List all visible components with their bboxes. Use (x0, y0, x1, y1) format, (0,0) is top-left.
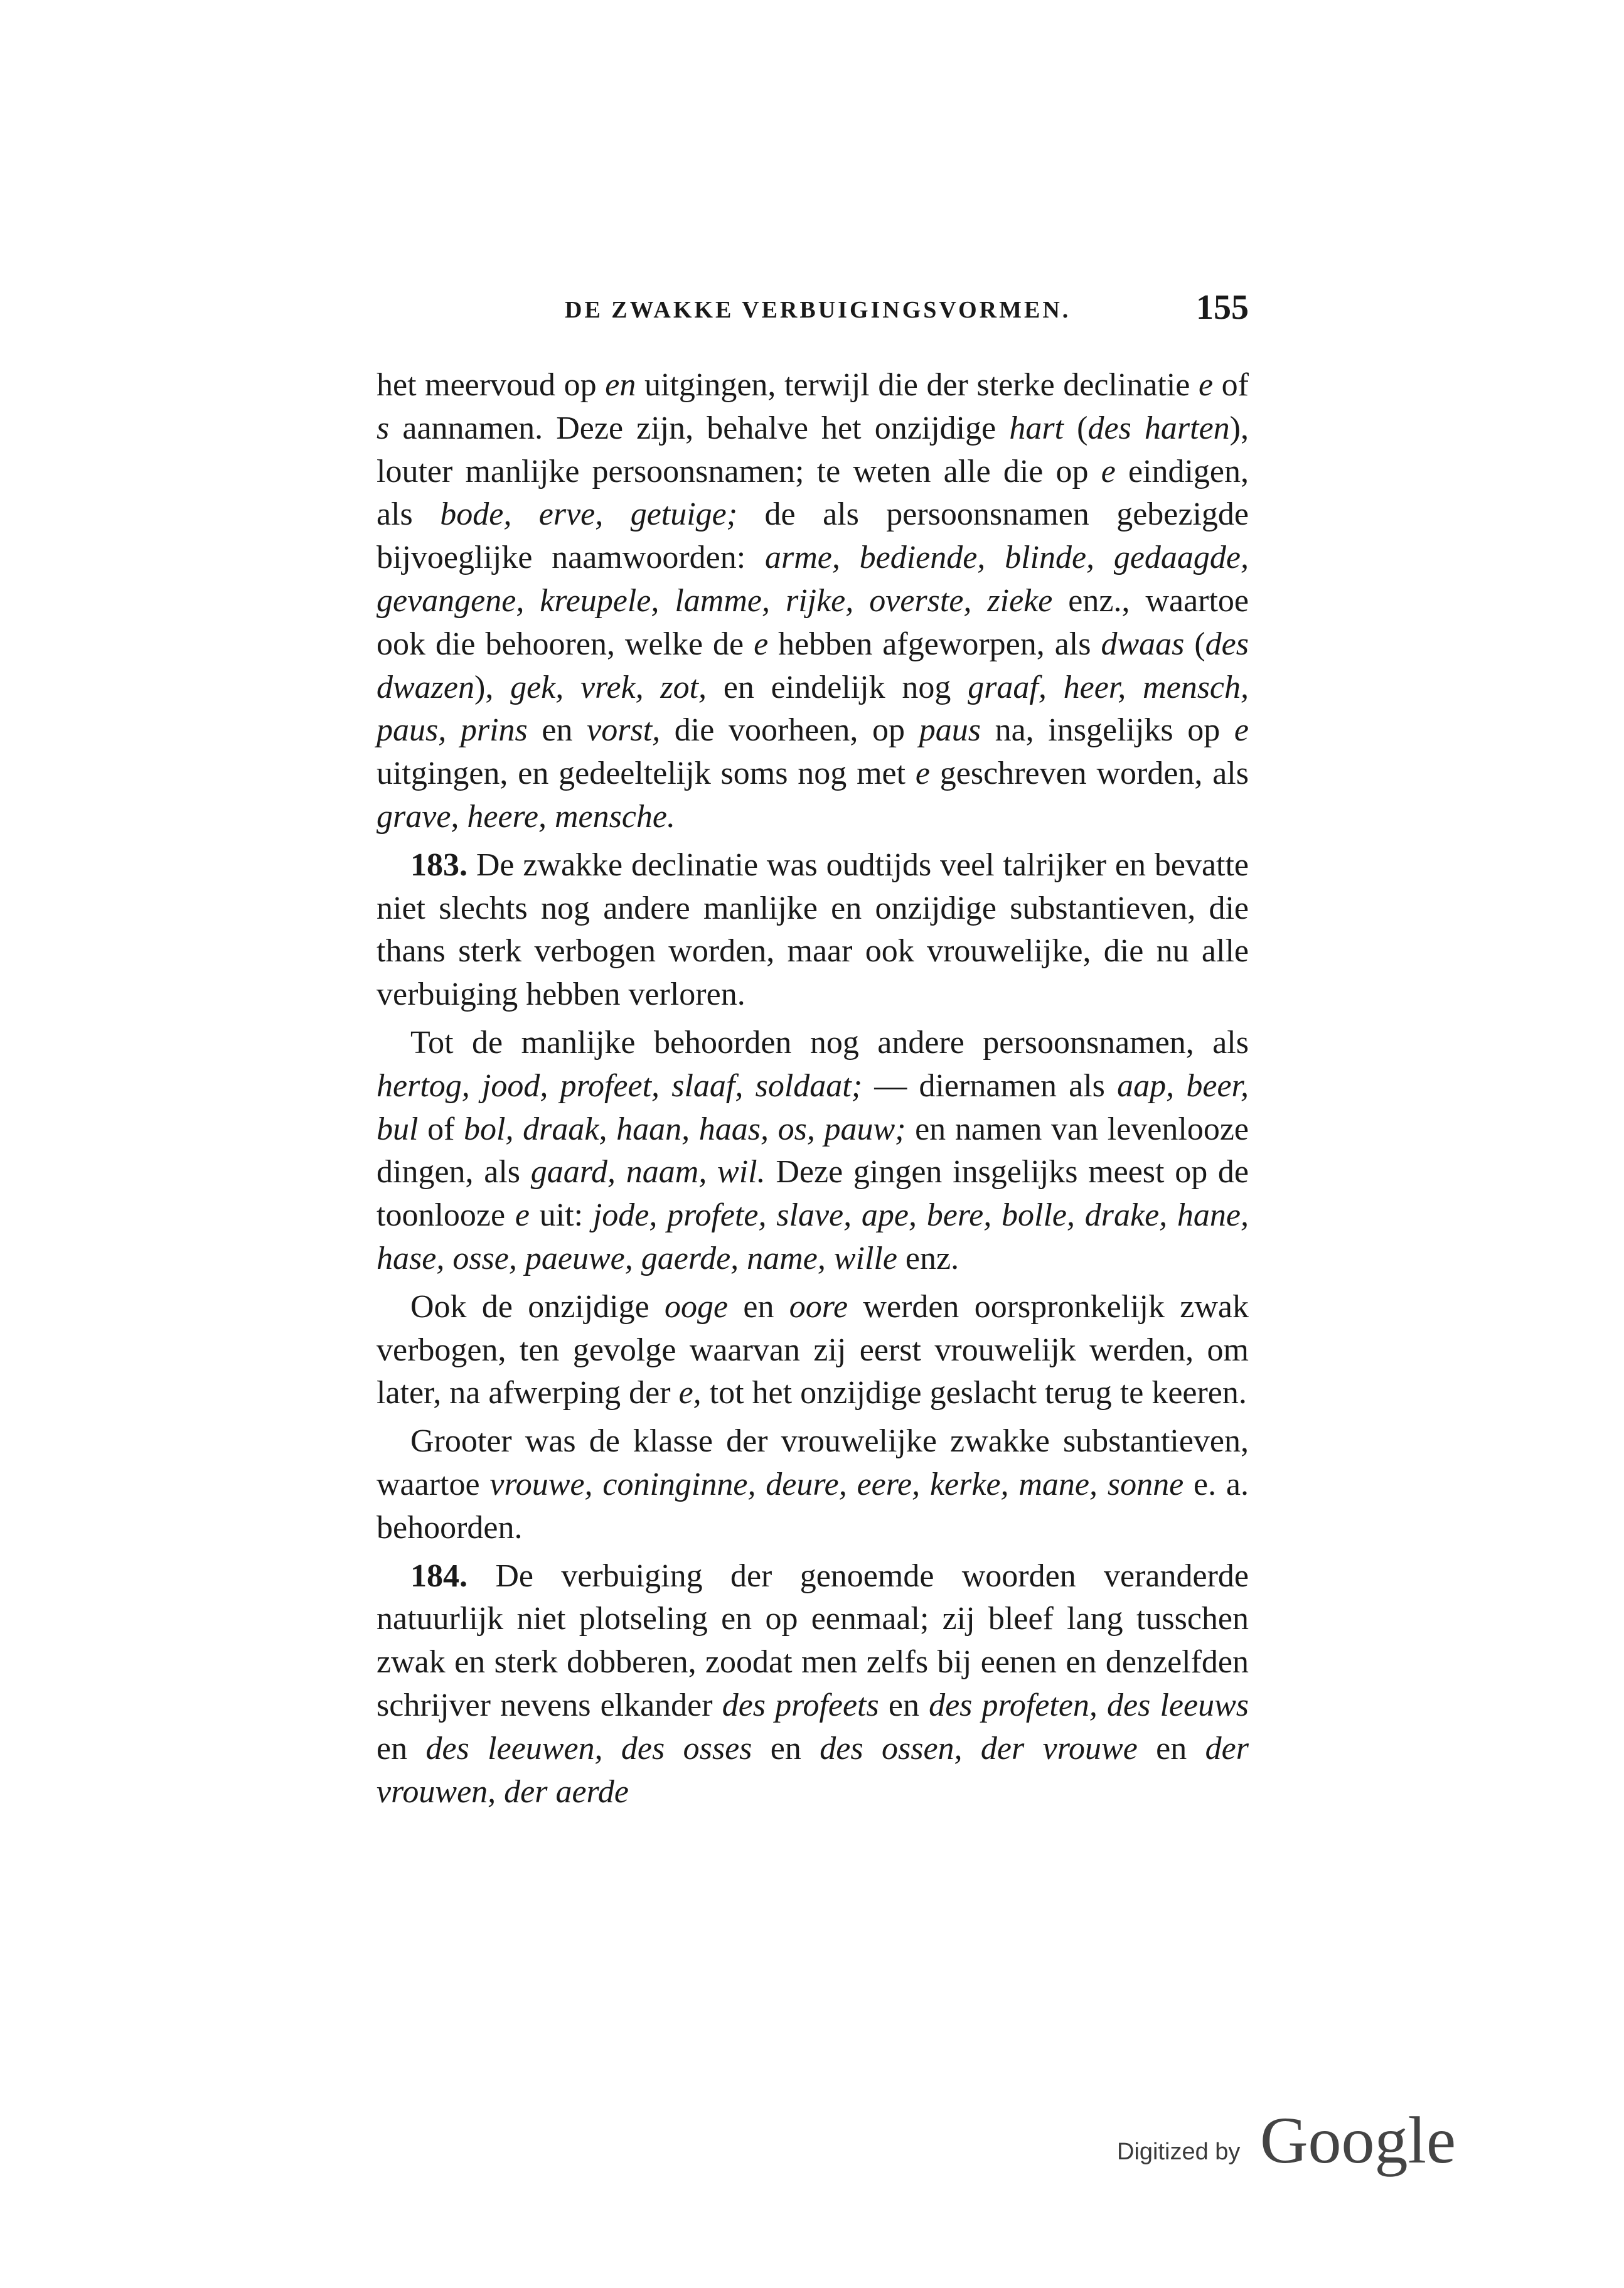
text-run: Tot de manlijke behoorden nog andere persoonsnamen, als (410, 1024, 1249, 1061)
italic-term: des profeten, des leeuws (929, 1687, 1249, 1723)
paragraph-183 (377, 844, 1249, 1017)
italic-term: e, (678, 1375, 702, 1411)
text-run: ( (1184, 626, 1205, 662)
italic-term: vorst, (587, 712, 661, 749)
text-run: de als persoonsnamen gebezigde bijvoeglijke naamwoorden: (377, 496, 1249, 576)
text-run: en (1137, 1730, 1205, 1767)
italic-term: vrouwe, coninginne, deure, eere, kerke, mane, sonne (489, 1466, 1184, 1502)
text-run: en eindelijk nog (707, 669, 968, 705)
italic-term: gek, vrek, zot, (510, 669, 707, 705)
text-run: en (527, 712, 587, 749)
text-run: eindigen, als (377, 453, 1249, 533)
section-number: 183. (410, 847, 467, 883)
italic-term: hart (1009, 410, 1064, 446)
italic-term: des ossen, der vrouwe (820, 1730, 1138, 1767)
paragraph (377, 364, 1249, 839)
italic-term: paus (919, 712, 981, 749)
text-run: Ook de onzijdige (410, 1288, 665, 1325)
italic-term: der vrouwen, der aerde (377, 1730, 1249, 1810)
italic-term: arme, bediende, blinde, gedaagde, gevangene, kreupele, lamme, rijke, overste, zieke (377, 540, 1249, 619)
text-run: het meervoud op (377, 367, 606, 403)
text-run: hebben afgeworpen, als (768, 626, 1101, 662)
text-run: e. a. behoorden. (377, 1466, 1249, 1546)
text-run: of (418, 1111, 464, 1147)
italic-term: hertog, jood, profeet, slaaf, soldaat; (377, 1067, 863, 1104)
italic-term: graaf, heer, mensch, paus, prins (377, 669, 1249, 749)
text-run: uitgingen, terwijl die der sterke declinatie (636, 367, 1199, 403)
text-run: en (752, 1730, 820, 1767)
italic-term: bode, erve, getuige; (440, 496, 738, 533)
text-run: ( (1064, 410, 1088, 446)
text-run: na, insgelijks op (980, 712, 1234, 749)
text-run: aannamen. Deze zijn, behalve het onzijdige (389, 410, 1010, 446)
paragraph (377, 1286, 1249, 1415)
text-run: ), louter manlijke persoonsnamen; te weten alle die op (377, 410, 1249, 489)
text-run: geschreven worden, als (929, 756, 1249, 792)
text-run: ), (474, 669, 511, 705)
page-header (377, 287, 1249, 331)
text-run: en (728, 1288, 789, 1325)
text-run: Deze gingen insgelijks meest op de toonlooze (377, 1154, 1249, 1234)
text-run: Grooter was de klasse der vrouwelijke zwakke substantieven, waartoe (377, 1423, 1249, 1502)
text-run: uitgingen, en gedeeltelijk soms nog met (377, 756, 916, 792)
section-number: 184. (410, 1558, 467, 1594)
italic-term: des leeuwen, des osses (425, 1730, 752, 1767)
italic-term: des harten (1087, 410, 1230, 446)
italic-term: bol, draak, haan, haas, os, pauw; (464, 1111, 906, 1147)
paragraph (377, 1022, 1249, 1281)
page-number: 155 (1196, 288, 1249, 327)
text-run: die voorheen, op (660, 712, 919, 749)
italic-term: aap, beer, bul (377, 1067, 1249, 1147)
italic-term: gaard, naam, wil. (530, 1154, 766, 1190)
text-run: uit: (529, 1197, 593, 1234)
text-run: werden oorspronkelijk zwak verbogen, ten gevolge waarvan zij eerst vrouwelijk werden, om later, na afwerping der (377, 1288, 1249, 1411)
text-run: of (1213, 367, 1249, 403)
italic-term: dwaas (1101, 626, 1185, 662)
italic-term: oore (789, 1288, 848, 1325)
running-title: DE ZWAKKE VERBUIGINGSVORMEN. (565, 297, 1071, 323)
italic-term: ooge (664, 1288, 729, 1325)
italic-term: e (915, 756, 930, 792)
paragraph-184 (377, 1555, 1249, 1814)
text-run: en namen van levenlooze dingen, als (377, 1111, 1249, 1190)
text-run: — diernamen als (862, 1067, 1118, 1104)
digitized-label: Digitized by (1117, 2139, 1241, 2165)
italic-term: e (1101, 453, 1116, 489)
italic-term: e (754, 626, 769, 662)
google-logo: Google (1260, 2104, 1456, 2177)
text-run: De zwakke declinatie was oudtijds veel talrijker en bevatte niet slechts nog andere manlijke en onzijdige substantieven, die thans sterk verbogen worden, maar ook vrouwelijke, die nu alle verbuiging hebben verloren. (377, 847, 1249, 1013)
paragraph (377, 1420, 1249, 1549)
text-run: enz., waartoe ook die behooren, welke de (377, 582, 1249, 662)
italic-term: en (605, 367, 636, 403)
body-text (377, 364, 1249, 1819)
italic-term: e (1234, 712, 1249, 749)
italic-term: e (1198, 367, 1214, 403)
text-run: en (377, 1730, 426, 1767)
italic-term: e (515, 1197, 530, 1234)
text-run: en (879, 1687, 929, 1723)
italic-term: jode, profete, slave, ape, bere, bolle, drake, hane, hase, osse, paeuwe, gaerde, name, wille (377, 1197, 1249, 1276)
italic-term: grave, heere, mensche. (377, 798, 675, 835)
italic-term: s (377, 410, 390, 446)
text-run: De verbuiging der genoemde woorden veranderde natuurlijk niet plotseling en op eenmaal; zij bleef lang tusschen zwak en sterk dobberen, zoodat men zelfs bij eenen en denzelfden schrijver nevens elkander (377, 1558, 1249, 1723)
italic-term: des profeets (722, 1687, 879, 1723)
text-run: enz. (897, 1240, 959, 1276)
italic-term: des dwazen (377, 626, 1249, 705)
text-run: tot het onzijdige geslacht terug te keeren. (701, 1375, 1247, 1411)
